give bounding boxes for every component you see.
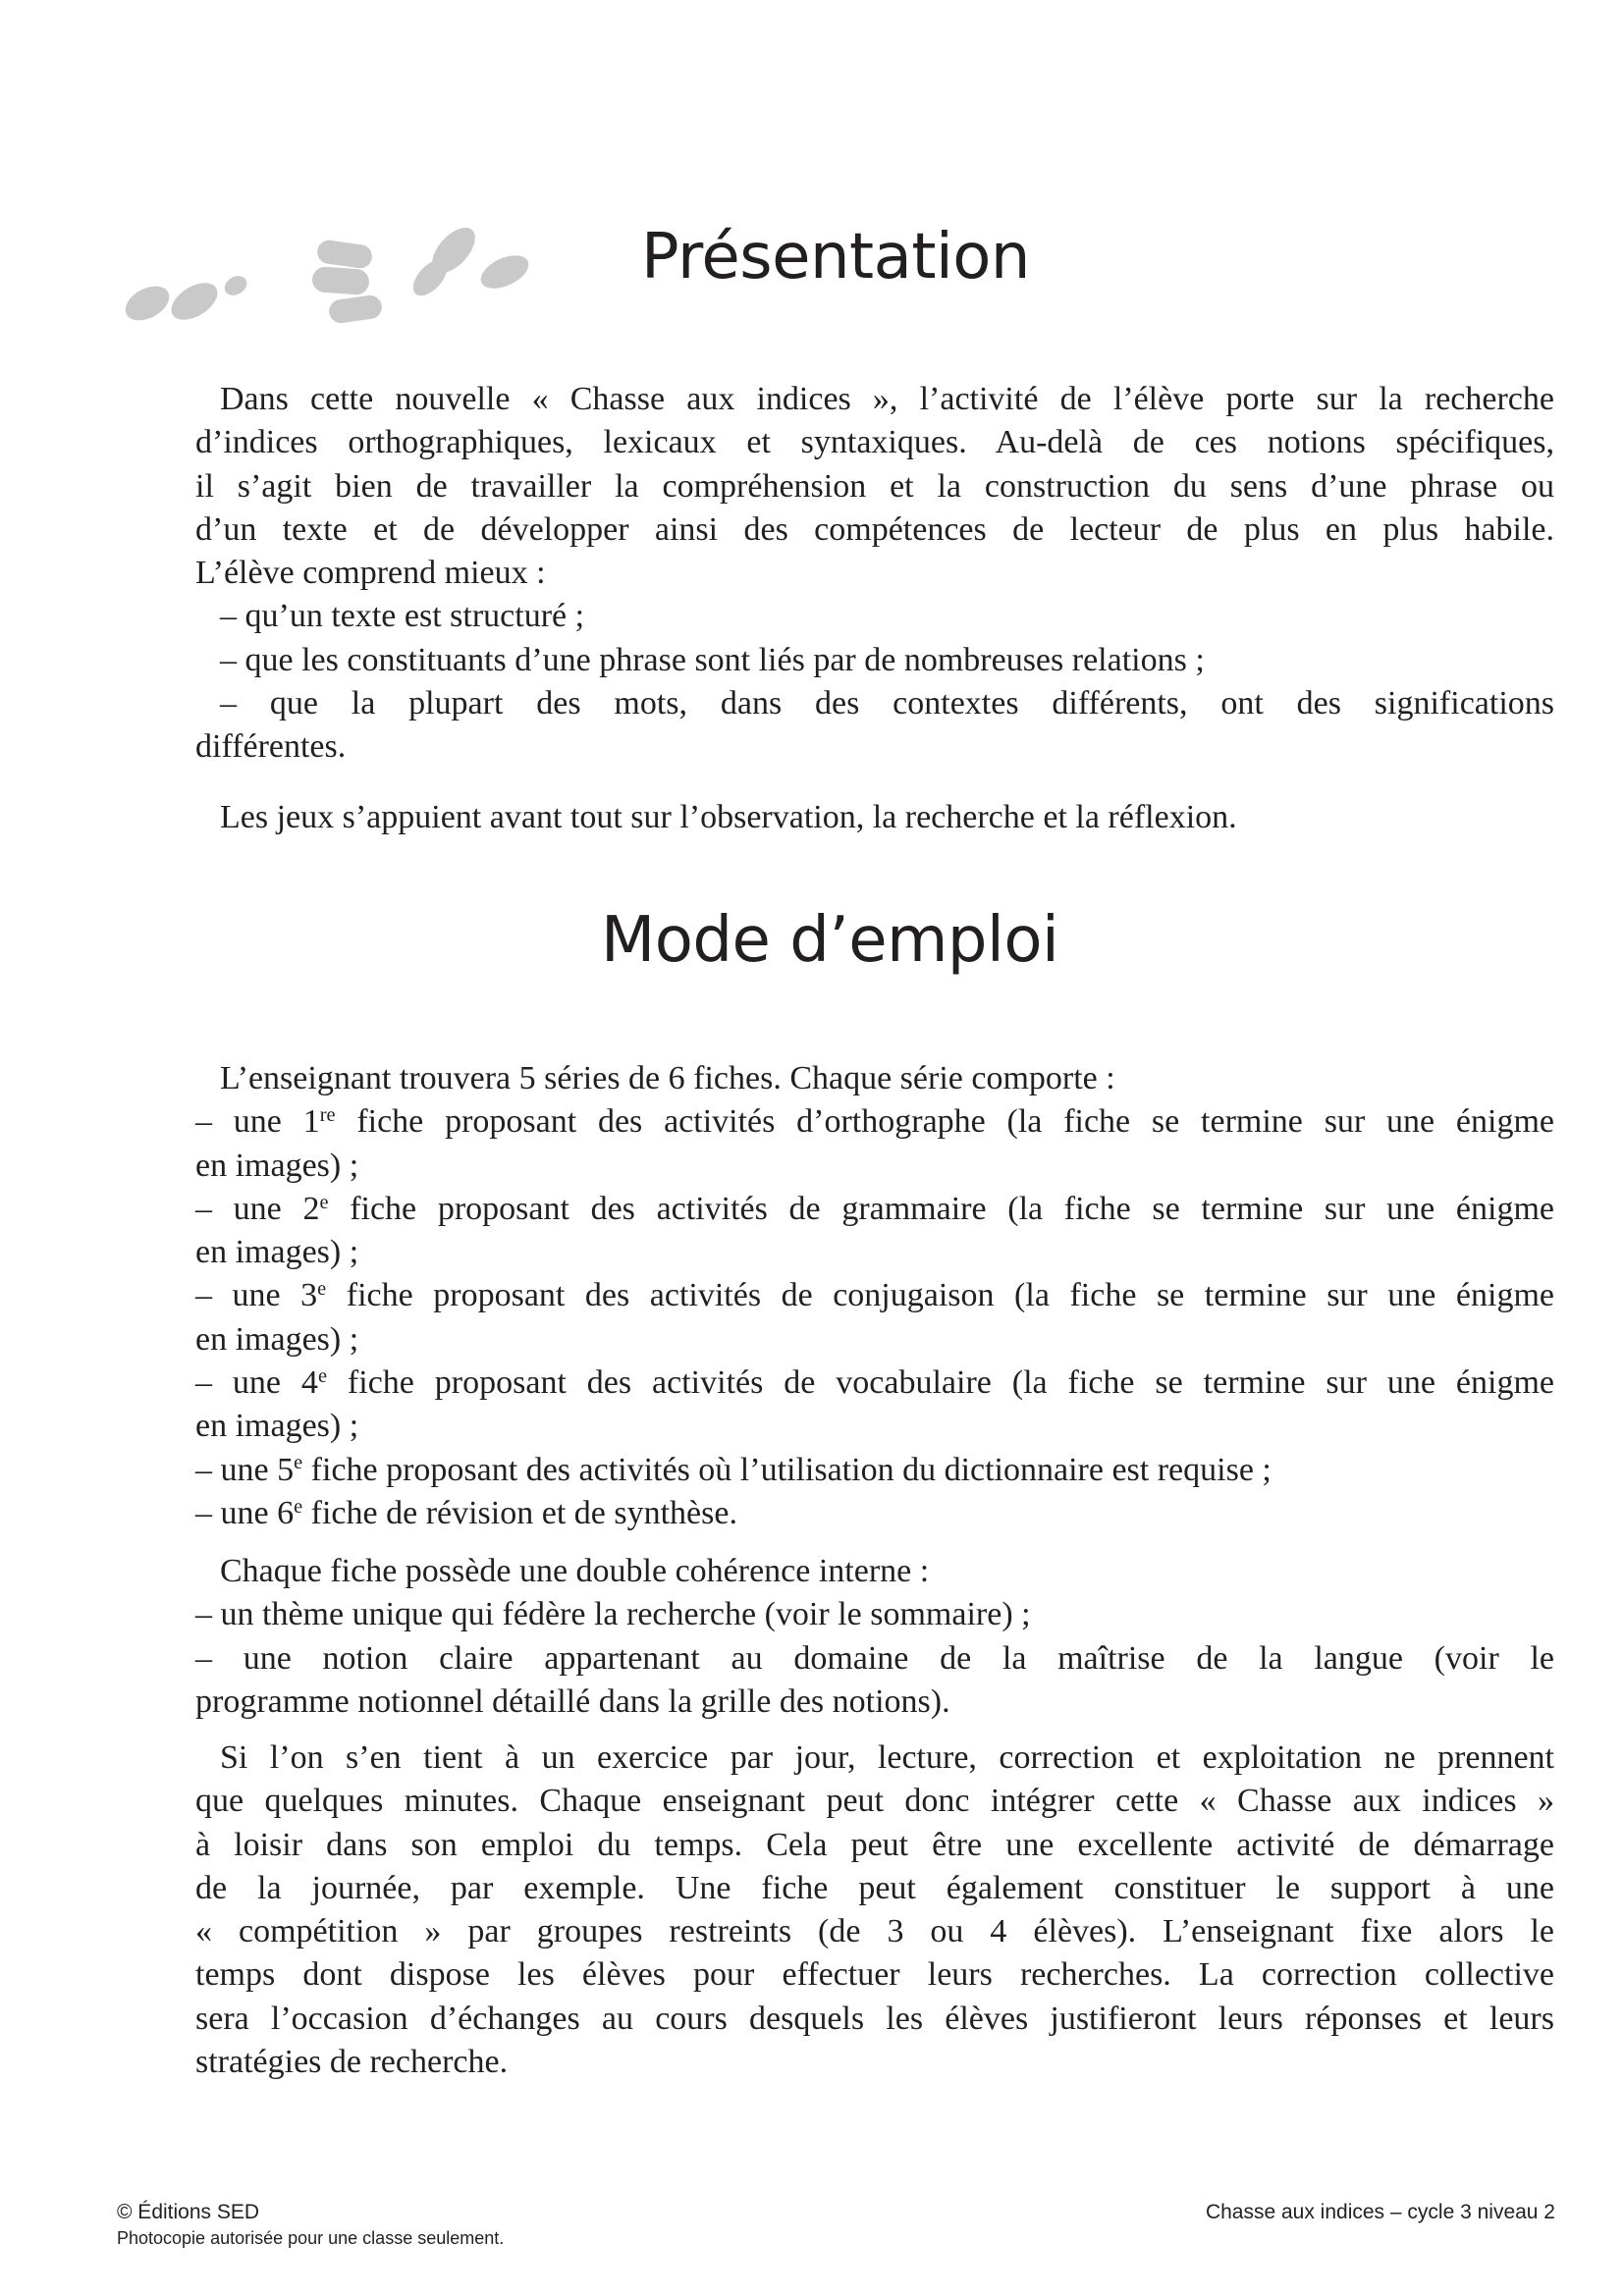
list-item-prefix: – une 3	[195, 1277, 318, 1314]
ordinal-suffix: e	[294, 1495, 303, 1518]
list-item	[195, 1274, 1554, 1317]
list-item-text: fiche proposant des activités de conjugaison (la fiche se termine sur une énigme	[326, 1277, 1554, 1314]
photocopy-note: Photocopie autorisée pour une classe seulement.	[117, 2228, 505, 2248]
text-line: il s’agit bien de travailler la compréhension et la construction du sens d’une phrase ou	[195, 467, 1554, 505]
presentation-intro	[195, 378, 1554, 770]
usage-block	[195, 1736, 1554, 2084]
list-item-prefix: – une 4	[195, 1364, 318, 1402]
text-line: Chaque fiche possède une double cohérence interne :	[220, 1553, 930, 1589]
copyright-text: © Éditions SED	[117, 2201, 260, 2223]
list-item-prefix: – une 2	[195, 1190, 320, 1227]
text-line: stratégies de recherche.	[195, 2044, 509, 2081]
list-item-prefix: – une 5	[195, 1451, 295, 1488]
text-line: d’un texte et de développer ainsi des compétences de lecteur de plus en plus habile.	[195, 510, 1554, 548]
ordinal-suffix: e	[319, 1191, 329, 1213]
list-item-text: fiche proposant des activités où l’utilisation du dictionnaire est requise ;	[302, 1451, 1272, 1488]
text-line: « compétition » par groupes restreints (de 3 ou 4 élèves). L’enseignant fixe alors le	[195, 1913, 1554, 1950]
list-item: – un thème unique qui fédère la recherche (voir le sommaire) ;	[195, 1596, 1031, 1633]
list-item	[195, 1449, 1554, 1492]
list-item: – que les constituants d’une phrase sont liés par de nombreuses relations ;	[220, 641, 1205, 678]
text-line: de la journée, par exemple. Une fiche peut également constituer le support à une	[195, 1869, 1554, 1906]
text-line: d’indices orthographiques, lexicaux et syntaxiques. Au-delà de ces notions spécifiques,	[195, 424, 1554, 461]
list-item	[195, 1100, 1554, 1144]
text-line: L’élève comprend mieux :	[195, 555, 546, 592]
list-item: – une notion claire appartenant au domaine de la maîtrise de la langue (voir le	[195, 1639, 1554, 1677]
footer-book-title: Chasse aux indices – cycle 3 niveau 2	[1205, 2201, 1555, 2223]
text-line: sera l’occasion d’échanges au cours desquels les élèves justifieront leurs réponses et leurs	[195, 2000, 1554, 2037]
series-list	[195, 1057, 1554, 1535]
list-item: – qu’un texte est structuré ;	[220, 598, 585, 635]
heading-presentation: Présentation	[641, 221, 1030, 294]
text-line: temps dont dispose les élèves pour effectuer leurs recherches. La correction collective	[195, 1956, 1554, 1994]
text-line: Dans cette nouvelle « Chasse aux indices », l’activité de l’élève porte sur la recherche	[220, 381, 1554, 417]
list-item: – que la plupart des mots, dans des contextes différents, ont des significations	[220, 685, 1554, 722]
coherence-block	[195, 1550, 1554, 1724]
ordinal-suffix: e	[317, 1278, 327, 1301]
list-item-text: fiche proposant des activités d’orthographe (la fiche se termine sur une énigme	[335, 1103, 1554, 1141]
list-item-text: fiche proposant des activités de vocabulaire (la fiche se termine sur une énigme	[327, 1364, 1554, 1402]
footer-left	[117, 2200, 504, 2251]
presentation-games	[195, 796, 1554, 839]
text-line: à loisir dans son emploi du temps. Cela peut être une excellente activité de démarrage	[195, 1826, 1554, 1863]
text-line: que quelques minutes. Chaque enseignant peut donc intégrer cette « Chasse aux indices »	[195, 1783, 1554, 1820]
list-item-text: fiche de révision et de synthèse.	[302, 1494, 737, 1531]
list-item-continuation: en images) ;	[195, 1234, 359, 1271]
list-item-continuation: différentes.	[195, 728, 347, 766]
heading-mode-emploi: Mode d’emploi	[601, 904, 1059, 977]
ordinal-suffix: re	[319, 1104, 336, 1127]
list-item	[195, 1492, 1554, 1535]
list-item	[195, 1188, 1554, 1231]
ordinal-suffix: e	[294, 1452, 303, 1474]
list-item-prefix: – une 6	[195, 1494, 295, 1531]
text-line: Les jeux s’appuient avant tout sur l’observation, la recherche et la réflexion.	[220, 799, 1237, 835]
footprints-icon	[118, 221, 589, 339]
text-line: L’enseignant trouvera 5 séries de 6 fiches. Chaque série comporte :	[220, 1060, 1115, 1096]
ordinal-suffix: e	[317, 1364, 327, 1387]
text-line: Si l’on s’en tient à un exercice par jour, lecture, correction et exploitation ne prennent	[220, 1739, 1554, 1776]
list-item	[195, 1362, 1554, 1405]
list-item-continuation: programme notionnel détaillé dans la grille des notions).	[195, 1682, 950, 1720]
list-item-continuation: en images) ;	[195, 1147, 359, 1184]
list-item-prefix: – une 1	[195, 1103, 320, 1141]
list-item-continuation: en images) ;	[195, 1320, 359, 1358]
list-item-text: fiche proposant des activités de grammaire (la fiche se termine sur une énigme	[328, 1190, 1554, 1227]
list-item-continuation: en images) ;	[195, 1408, 359, 1445]
